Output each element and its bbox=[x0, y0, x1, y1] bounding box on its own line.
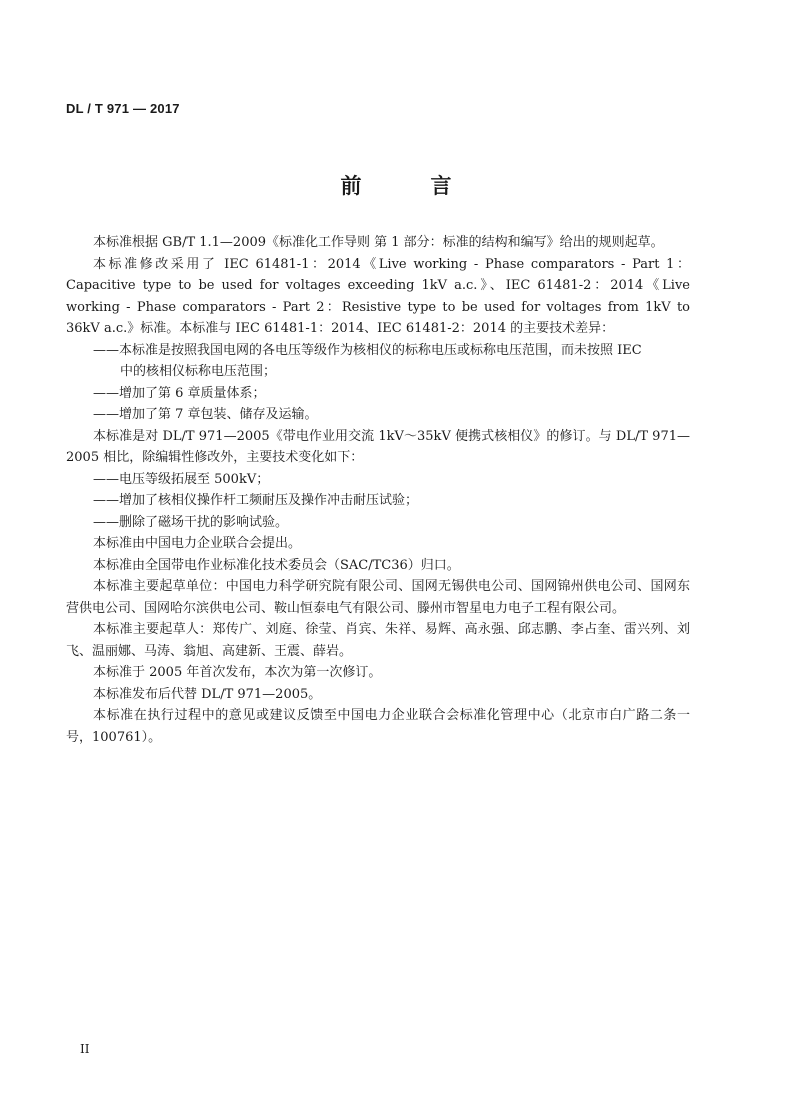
list-item: ——删除了磁场干扰的影响试验。 bbox=[93, 514, 289, 530]
list-item: ——增加了第 7 章包装、储存及运输。 bbox=[93, 407, 318, 422]
paragraph: 本标准在执行过程中的意见或建议反馈至中国电力企业联合会标准化管理中心（北京市白广路二条一号，100761）。 bbox=[66, 708, 690, 745]
list-item: ——增加了核相仪操作杆工频耐压及操作冲击耐压试验； bbox=[93, 493, 419, 508]
standard-code: DL / T 971 — 2017 bbox=[66, 101, 180, 116]
foreword-body bbox=[66, 232, 690, 748]
paragraph: 本标准于 2005 年首次发布，本次为第一次修订。 bbox=[93, 665, 382, 680]
paragraph: 本标准是对 DL/T 971—2005《带电作业用交流 1kV～35kV 便携式核相仪》的修订。与 DL/T 971—2005 相比，除编辑性修改外，主要技术变化如下： bbox=[66, 428, 690, 465]
paragraph: 本标准由全国带电作业标准化技术委员会（SAC/TC36）归口。 bbox=[93, 557, 460, 573]
list-item: ——本标准是按照我国电网的各电压等级作为核相仪的标称电压或标称电压范围，而未按照 IEC bbox=[93, 342, 642, 358]
page-number: II bbox=[80, 1042, 90, 1056]
paragraph: 本标准根据 GB/T 1.1—2009《标准化工作导则 第 1 部分：标准的结构和编写》给出的规则起草。 bbox=[93, 235, 664, 250]
paragraph: 本标准修改采用了 IEC 61481-1：2014《Live working - Phase comparators - Part 1：Capacitive type to be used for voltages exceeding 1kV a.c.》、IEC 61481-2：2014《Live working - Phase comparators - Part 2：Resistive type to be used for voltages from 1kV to 36kV a.c.》标准。本标准与 IEC 61481-1：2014、IEC 61481-2：2014 的主要技术差异： bbox=[66, 256, 690, 336]
paragraph: 本标准主要起草人：郑传广、刘庭、徐莹、肖宾、朱祥、易辉、高永强、邱志鹏、李占奎、雷兴列、刘飞、温丽娜、马涛、翁旭、高建新、王震、薛岩。 bbox=[66, 622, 690, 659]
list-item: ——电压等级拓展至 500kV； bbox=[93, 471, 270, 487]
paragraph: 本标准由中国电力企业联合会提出。 bbox=[93, 536, 302, 551]
paragraph: 本标准发布后代替 DL/T 971—2005。 bbox=[93, 686, 322, 702]
list-item-continuation: 中的核相仪标称电压范围； bbox=[120, 364, 277, 379]
paragraph: 本标准主要起草单位：中国电力科学研究院有限公司、国网无锡供电公司、国网锦州供电公司、国网东营供电公司、国网哈尔滨供电公司、鞍山恒泰电气有限公司、滕州市智星电力电子工程有限公司。 bbox=[66, 579, 690, 616]
page-title: 前 言 bbox=[340, 173, 476, 198]
list-item: ——增加了第 6 章质量体系； bbox=[93, 385, 266, 401]
